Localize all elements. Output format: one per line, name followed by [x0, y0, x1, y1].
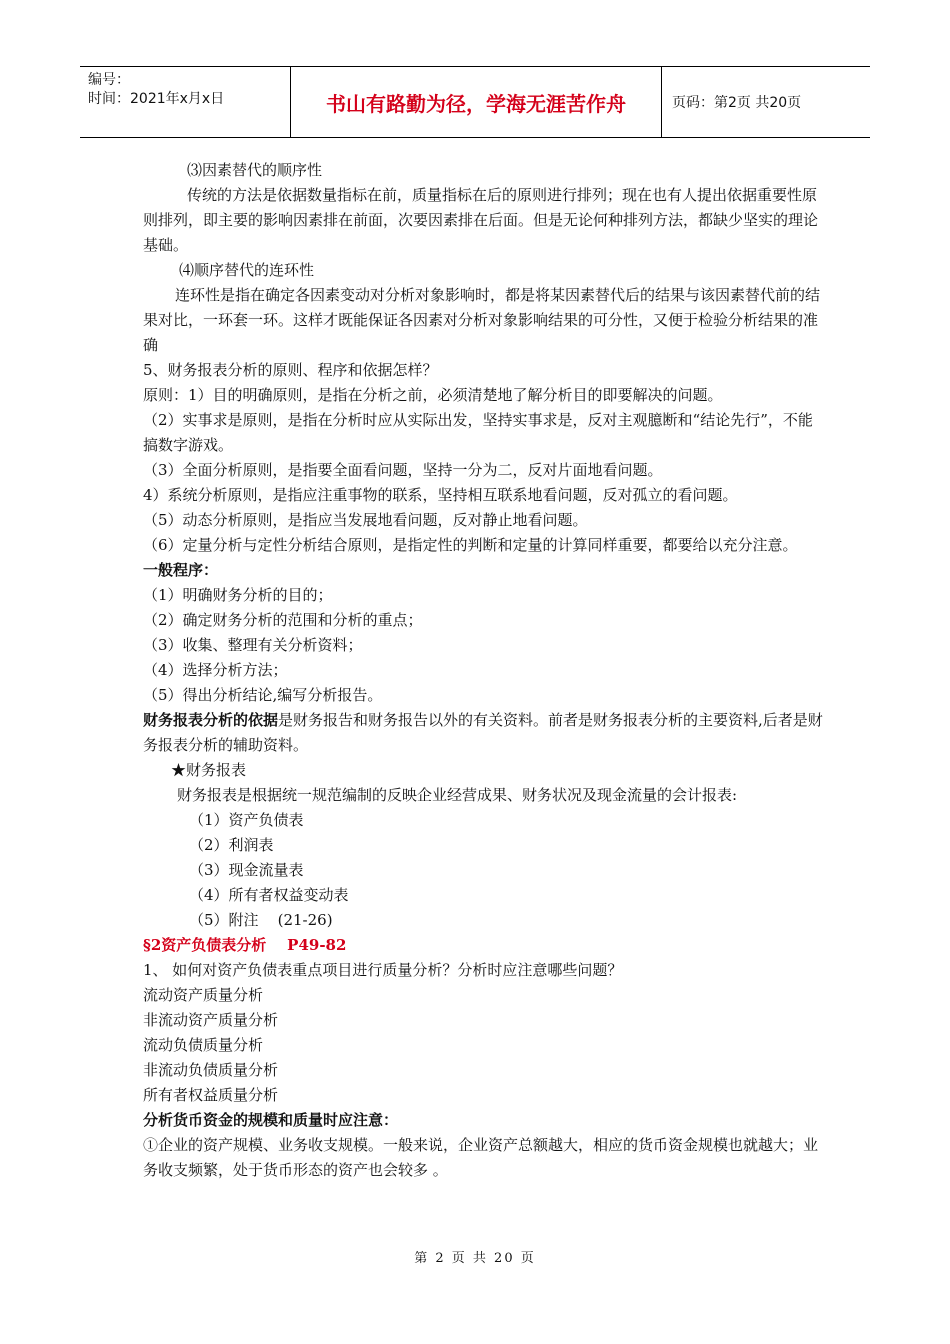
page-label: 页码：第2页 共20页 — [672, 95, 802, 111]
financial-statements-text: 财务报表是根据统一规范编制的反映企业经营成果、财务状况及现金流量的会计报表: — [177, 786, 738, 804]
fs-item-3: （3）现金流量表 — [189, 861, 304, 879]
principle-4: 4）系统分析原则，是指应注重事物的联系，坚持相互联系地看问题，反对孤立的看问题。 — [143, 486, 738, 504]
motto: 书山有路勤为径，学海无涯苦作舟 — [291, 67, 662, 137]
header-table — [80, 66, 870, 138]
section-4-text: 连环性是指在确定各因素变动对分析对象影响时，都是将某因素替代后的结果与该因素替代前的结果对比，一环套一环。这样才既能保证各因素对分析对象影响结果的可分性，又便于检验分析结果的准确 — [143, 286, 821, 354]
procedure-2: （2）确定财务分析的范围和分析的重点； — [143, 611, 423, 629]
financial-statements-heading: ★财务报表 — [171, 761, 247, 779]
basis-bold: 财务报表分析的依据 — [143, 711, 279, 729]
header-left-cell — [80, 67, 291, 137]
quality-item-5: 所有者权益质量分析 — [143, 1086, 279, 1104]
section-4-title: ⑷顺序替代的连环性 — [179, 261, 315, 279]
question-1: 1、 如何对资产负债表重点项目进行质量分析？分析时应注意哪些问题？ — [143, 961, 623, 979]
section-2-heading: §2资产负债表分析 P49-82 — [143, 936, 347, 954]
principle-3: （3）全面分析原则，是指要全面看问题，坚持一分为二，反对片面地看问题。 — [143, 461, 663, 479]
procedure-4: （4）选择分析方法； — [143, 661, 288, 679]
procedure-title: 一般程序： — [143, 561, 219, 579]
principle-6: （6）定量分析与定性分析结合原则，是指定性的判断和定量的计算同样重要，都要给以充分注意。 — [143, 536, 798, 554]
basis-text: 是财务报告和财务报告以外的有关资料。前者是财务报表分析的主要资料,后者是财务报表分析的辅助资料。 — [143, 711, 823, 754]
fs-item-4: （4）所有者权益变动表 — [189, 886, 349, 904]
procedure-1: （1）明确财务分析的目的； — [143, 586, 333, 604]
fs-item-5: （5）附注 (21-26) — [189, 911, 333, 929]
fs-item-2: （2）利润表 — [189, 836, 274, 854]
basis-paragraph — [143, 708, 823, 758]
section-3-title: ⑶因素替代的顺序性 — [187, 161, 323, 179]
principle-1: 原则：1）目的明确原则，是指在分析之前，必须清楚地了解分析目的即要解决的问题。 — [143, 386, 723, 404]
number-label: 编号： — [88, 72, 130, 88]
quality-item-2: 非流动资产质量分析 — [143, 1011, 279, 1029]
question-5: 5、财务报表分析的原则、程序和依据怎样？ — [143, 361, 438, 379]
procedure-5: （5）得出分析结论,编写分析报告。 — [143, 686, 383, 704]
principle-5: （5）动态分析原则，是指应当发展地看问题，反对静止地看问题。 — [143, 511, 588, 529]
page-footer: 第 2 页 共 20 页 — [414, 1251, 536, 1266]
quality-item-3: 流动负债质量分析 — [143, 1036, 264, 1054]
document-body — [143, 158, 823, 1183]
principle-2: （2）实事求是原则，是指在分析时应从实际出发，坚持实事求是，反对主观臆断和“结论先行”，不能搞数字游戏。 — [143, 411, 813, 454]
quality-item-4: 非流动负债质量分析 — [143, 1061, 279, 1079]
section-3-text: 传统的方法是依据数量指标在前，质量指标在后的原则进行排列；现在也有人提出依据重要性原则排列，即主要的影响因素排在前面，次要因素排在后面。但是无论何种排列方法，都缺少坚实的理论基础。 — [143, 186, 819, 254]
cash-analysis-text: ①企业的资产规模、业务收支规模。一般来说，企业资产总额越大，相应的货币资金规模也就越大；业务收支频繁，处于货币形态的资产也会较多 。 — [143, 1136, 819, 1179]
quality-item-1: 流动资产质量分析 — [143, 986, 264, 1004]
date-label: 时间：2021年x月x日 — [88, 91, 225, 107]
procedure-3: （3）收集、整理有关分析资料； — [143, 636, 363, 654]
fs-item-1: （1）资产负债表 — [189, 811, 304, 829]
cash-analysis-title: 分析货币资金的规模和质量时应注意： — [143, 1111, 399, 1129]
